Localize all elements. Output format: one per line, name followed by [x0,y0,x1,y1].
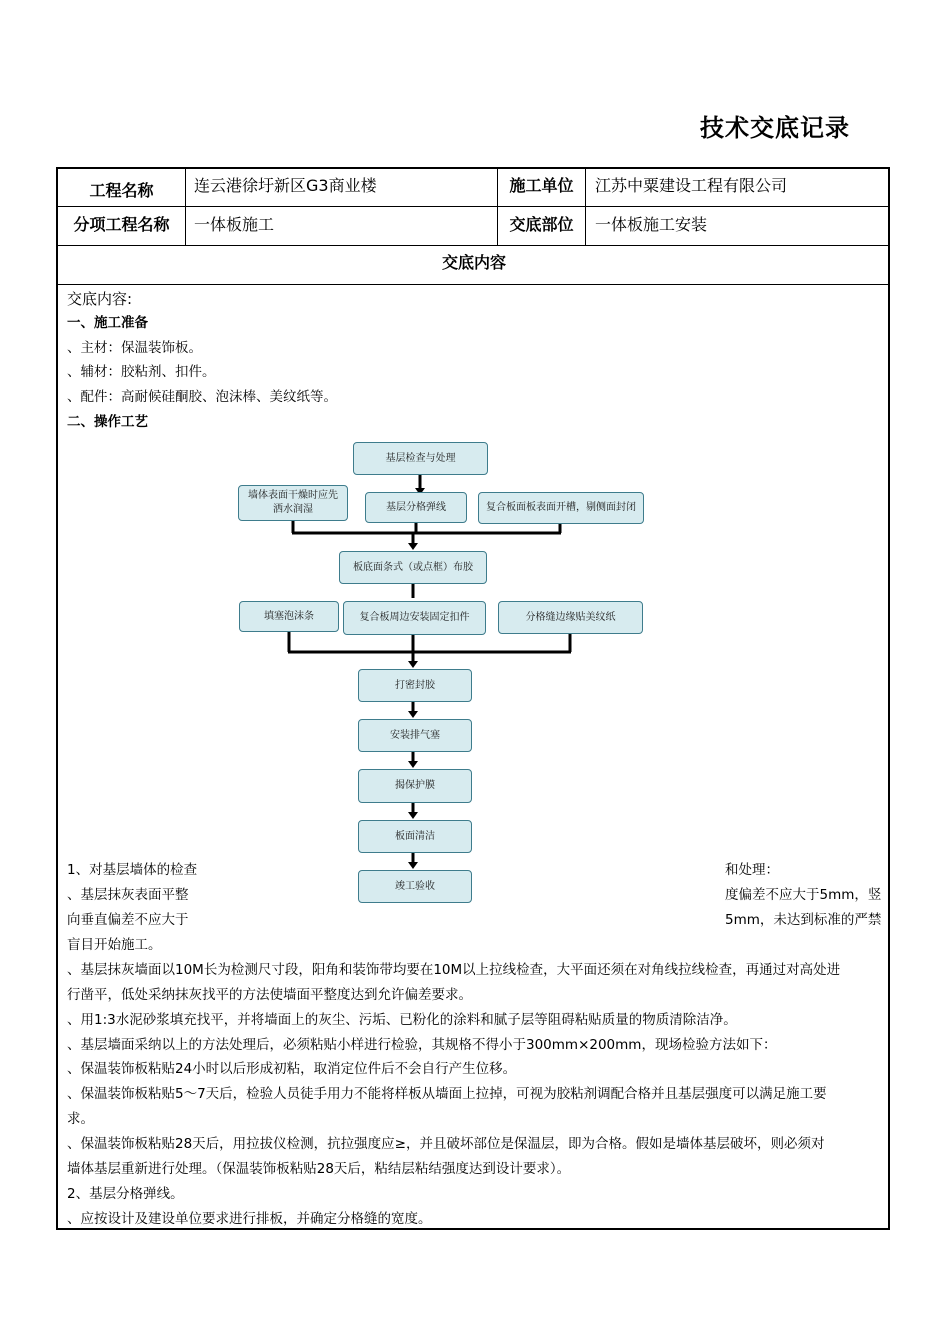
body-line: 、用1:3水泥砂浆填充找平，并将墙面上的灰尘、污垢、已粉化的涂料和腻子层等阻碍粘贴质量的物质清除洁净。 [67,1012,737,1028]
section-heading: 二、操作工艺 [67,414,148,430]
project-name-value: 连云港徐圩新区G3商业楼 [194,176,377,195]
flow-step-grid-lines: 基层分格弹线 [365,492,467,523]
document-title: 技术交底记录 [700,114,850,142]
side-text-left: 、基层抹灰表面平整 [67,887,189,903]
sub-project-label: 分项工程名称 [73,215,170,234]
body-line: 、应按设计及建设单位要求进行排板，并确定分格缝的宽度。 [67,1211,432,1227]
side-text-left: 1、对基层墙体的检查 [67,862,198,878]
body-line: 、保温装饰板粘贴5～7天后，检验人员徒手用力不能将样板从墙面上拉掉，可视为胶粘剂调配合格并且基层强度可以满足施工要 [67,1086,827,1102]
body-line: 、基层墙面采纳以上的方法处理后，必须粘贴小样进行检验，其规格不得小于300mm×200mm，现场检验方法如下： [67,1037,777,1053]
side-text-right: 度偏差不应大于5mm，竖 [725,887,882,903]
flow-step-vent-plug: 安装排气塞 [358,719,472,752]
flow-step-masking-tape: 分格缝边缘贴美纹纸 [498,601,643,634]
flow-step-apply-glue: 板底面条式（或点框）布胶 [339,551,487,584]
construction-unit-value: 江苏中粟建设工程有限公司 [595,176,788,195]
body-line: 行凿平，低处采纳抹灰找平的方法使墙面平整度达到允许偏差要求。 [67,987,472,1003]
content-heading: 交底内容 [441,253,506,272]
flow-step-sealant: 打密封胶 [358,669,472,702]
body-line: 、保温装饰板粘贴28天后，用拉拔仪检测，抗拉强度应≥，并且破坏部位是保温层，即为合格。假如是墙体基层破坏，则必须对 [67,1136,825,1152]
handover-part-value: 一体板施工安装 [595,215,708,234]
intro-text: 交底内容: [67,290,133,308]
project-name-label: 工程名称 [89,181,154,200]
prep-item: 、配件：高耐候硅酮胶、泡沫棒、美纹纸等。 [67,389,337,405]
section-heading: 一、施工准备 [67,315,148,331]
flow-step-base-inspection: 基层检查与处理 [353,442,488,475]
flow-step-slotting: 复合板面板表面开槽，剔侧面封闭 [478,492,644,524]
side-text-right: 5mm，未达到标准的严禁 [725,912,882,928]
side-text-right: 和处理： [725,862,779,878]
prep-item: 、主材：保温装饰板。 [67,340,202,356]
flow-step-wet-wall: 墙体表面干燥时应先洒水润湿 [238,485,348,521]
body-line: 求。 [67,1111,94,1127]
prep-item: 、辅材：胶粘剂、扣件。 [67,364,216,380]
flow-step-acceptance: 竣工验收 [358,870,472,903]
construction-unit-label: 施工单位 [509,176,574,195]
side-text-left: 向垂直偏差不应大于 [67,912,189,928]
body-line: 、基层抹灰墙面以10M长为检测尺寸段，阳角和装饰带均要在10M以上拉线检查，大平面还须在对角线拉线检查，再通过对高处进 [67,962,841,978]
body-line: 2、基层分格弹线。 [67,1186,184,1202]
body-line: 盲目开始施工。 [67,937,162,953]
flow-step-fasteners: 复合板周边安装固定扣件 [343,601,486,635]
flow-step-clean-surface: 板面清洁 [358,820,472,853]
handover-part-label: 交底部位 [509,215,574,234]
body-line: 、保温装饰板粘贴24小时以后形成初粘，取消定位件后不会自行产生位移。 [67,1061,517,1077]
flow-step-foam-strip: 填塞泡沫条 [239,601,339,632]
sub-project-value: 一体板施工 [194,215,275,234]
body-line: 墙体基层重新进行处理。（保温装饰板粘贴28天后，粘结层粘结强度达到设计要求）。 [67,1161,571,1177]
flow-step-remove-film: 揭保护膜 [358,769,472,803]
